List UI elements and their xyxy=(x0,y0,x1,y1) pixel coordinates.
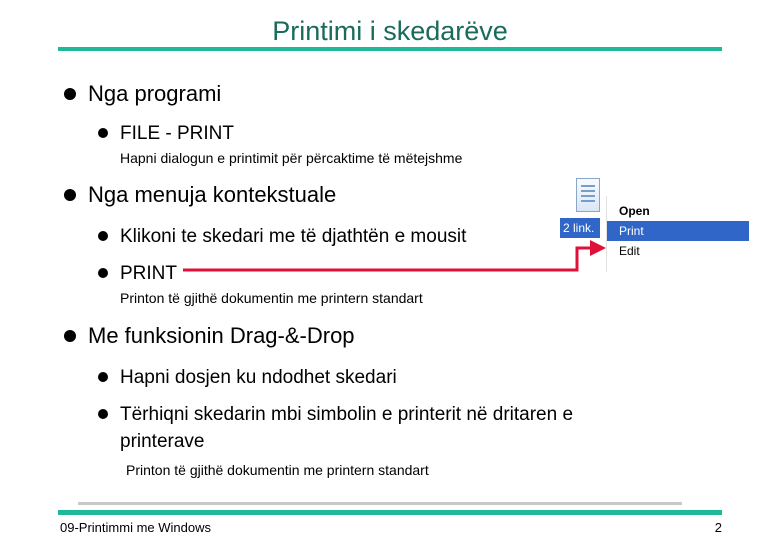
list-item: Tërhiqni skedarin mbi simbolin e printerit në dritaren e xyxy=(120,404,574,425)
list-item-continuation: printerave xyxy=(120,431,205,452)
list-item: Hapni dosjen ku ndodhet skedari xyxy=(120,367,397,388)
menu-item-open[interactable]: Open xyxy=(619,204,650,218)
list-item: FILE - PRINT xyxy=(120,123,235,144)
file-label: 2 link. xyxy=(560,218,600,238)
section-heading: Nga menuja kontekstuale xyxy=(88,182,337,207)
arrow-head xyxy=(590,240,606,256)
menu-item-edit[interactable]: Edit xyxy=(619,244,640,258)
footer-label: 09-Printimmi me Windows xyxy=(60,520,211,535)
section-heading: Me funksionin Drag-&-Drop xyxy=(88,323,355,348)
slide-title: Printimi i skedarëve xyxy=(272,16,508,46)
page-number: 2 xyxy=(714,520,722,535)
arrow-line xyxy=(183,248,590,270)
footer-rule xyxy=(58,510,722,515)
list-item: PRINT xyxy=(120,263,177,284)
list-item: Klikoni te skedari me të djathtën e mousit xyxy=(120,226,467,247)
section-heading: Nga programi xyxy=(88,81,222,106)
footer-shadow xyxy=(78,502,682,505)
menu-item-print[interactable]: Print xyxy=(607,221,749,241)
section-note: Printon të gjithë dokumentin me printern standart xyxy=(126,462,429,478)
item-note: Printon të gjithë dokumentin me printern standart xyxy=(120,290,423,306)
item-note: Hapni dialogun e printimit për përcaktime të mëtejshme xyxy=(120,150,463,166)
